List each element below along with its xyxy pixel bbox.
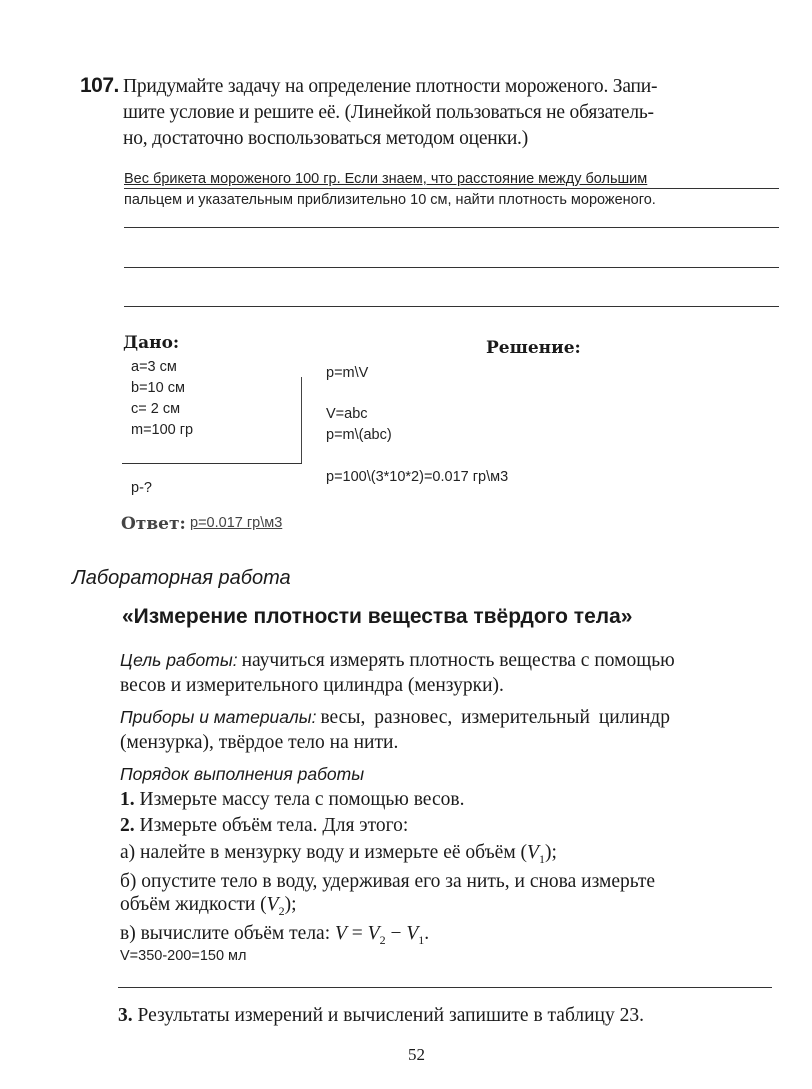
writing-line-1 (124, 188, 779, 189)
step-2c-text: в) вычислите объём тела: (120, 923, 335, 944)
step-2c (120, 923, 429, 948)
given-divider-horizontal (122, 463, 302, 464)
solution-line: p=m\V (326, 365, 369, 381)
punct: ); (284, 894, 297, 915)
subscript: 1 (538, 851, 545, 866)
step-3 (118, 1005, 644, 1027)
solution-line: V=abc (326, 406, 368, 422)
solution-label: Решение: (486, 338, 581, 358)
lab-title: Лабораторная работа (72, 567, 291, 589)
step-1-text: Измерьте массу тела с помощью весов. (139, 789, 465, 810)
page-number: 52 (408, 1045, 425, 1064)
var-v: V (367, 923, 380, 944)
goal-paragraph (120, 650, 675, 672)
task-text-line-1: Придумайте задачу на определение плотности мороженого. Запи- (123, 76, 658, 97)
step-2b-line-1: б) опустите тело в воду, удерживая его за нить, и снова измерьте (120, 871, 656, 892)
goal-text-cont: весов и измерительного цилиндра (мензурки). (120, 675, 504, 696)
materials-paragraph (120, 707, 670, 729)
step-2a-text: а) налейте в мензурку воду и измерьте её объём ( (120, 842, 528, 863)
answer-line-2: пальцем и указательным приблизительно 10 см, найти плотность мороженого. (124, 192, 656, 208)
lab-heading: «Измерение плотности вещества твёрдого тела» (122, 605, 633, 628)
answer-label: Ответ: (121, 514, 186, 534)
var-v: V (335, 923, 347, 944)
minus: − (385, 923, 407, 944)
materials-text-cont: (мензурка), твёрдое тело на нити. (120, 732, 399, 753)
step-3-text: Результаты измерений и вычислений запишите в таблицу 23. (137, 1005, 644, 1026)
var-v: V (527, 842, 539, 863)
procedure-label: Порядок выполнения работы (120, 764, 365, 784)
step-2b-line-2 (120, 894, 297, 919)
handwritten-volume: V=350-200=150 мл (120, 948, 247, 964)
answer-value: p=0.017 гр\м3 (190, 515, 283, 531)
given-unknown: p-? (131, 480, 152, 496)
step-1 (120, 789, 464, 811)
step-1-number: 1. (120, 789, 135, 810)
step-2-text: Измерьте объём тела. Для этого: (139, 815, 409, 836)
subscript: 1 (418, 932, 425, 947)
given-item: m=100 гр (131, 422, 194, 438)
var-v: V (406, 923, 419, 944)
given-item: c= 2 см (131, 401, 181, 417)
step-2a (120, 842, 557, 867)
answer-line-1: Вес брикета мороженого 100 гр. Если знаем, что расстояние между большим (124, 171, 648, 187)
materials-label: Приборы и материалы: (120, 707, 317, 727)
step-2-number: 2. (120, 815, 135, 836)
given-item: a=3 см (131, 359, 177, 375)
var-v: V (266, 894, 279, 915)
step-2 (120, 815, 408, 837)
goal-label: Цель работы: (120, 650, 238, 670)
materials-text: весы, разновес, измерительный цилиндр (320, 707, 670, 728)
step-2b-text: объём жидкости ( (120, 894, 267, 915)
task-number: 107. (80, 74, 119, 97)
goal-text: научиться измерять плотность вещества с помощью (241, 650, 675, 671)
equals: = (346, 923, 368, 944)
subscript: 2 (379, 932, 386, 947)
punct: . (424, 923, 430, 944)
solution-line: p=m\(abc) (326, 427, 392, 443)
solution-line: p=100\(3*10*2)=0.017 гр\м3 (326, 469, 509, 485)
step-3-number: 3. (118, 1005, 133, 1026)
task-text-line-2: шите условие и решите её. (Линейкой пользоваться не обязатель- (123, 102, 654, 123)
writing-line-5 (118, 987, 772, 988)
writing-line-4 (124, 306, 779, 307)
given-divider-vertical (301, 377, 302, 463)
punct: ); (544, 842, 557, 863)
subscript: 2 (278, 903, 285, 918)
given-label: Дано: (123, 333, 180, 353)
given-item: b=10 см (131, 380, 185, 396)
writing-line-3 (124, 267, 779, 268)
writing-line-2 (124, 227, 779, 228)
task-text-line-3: но, достаточно воспользоваться методом оценки.) (123, 128, 529, 149)
